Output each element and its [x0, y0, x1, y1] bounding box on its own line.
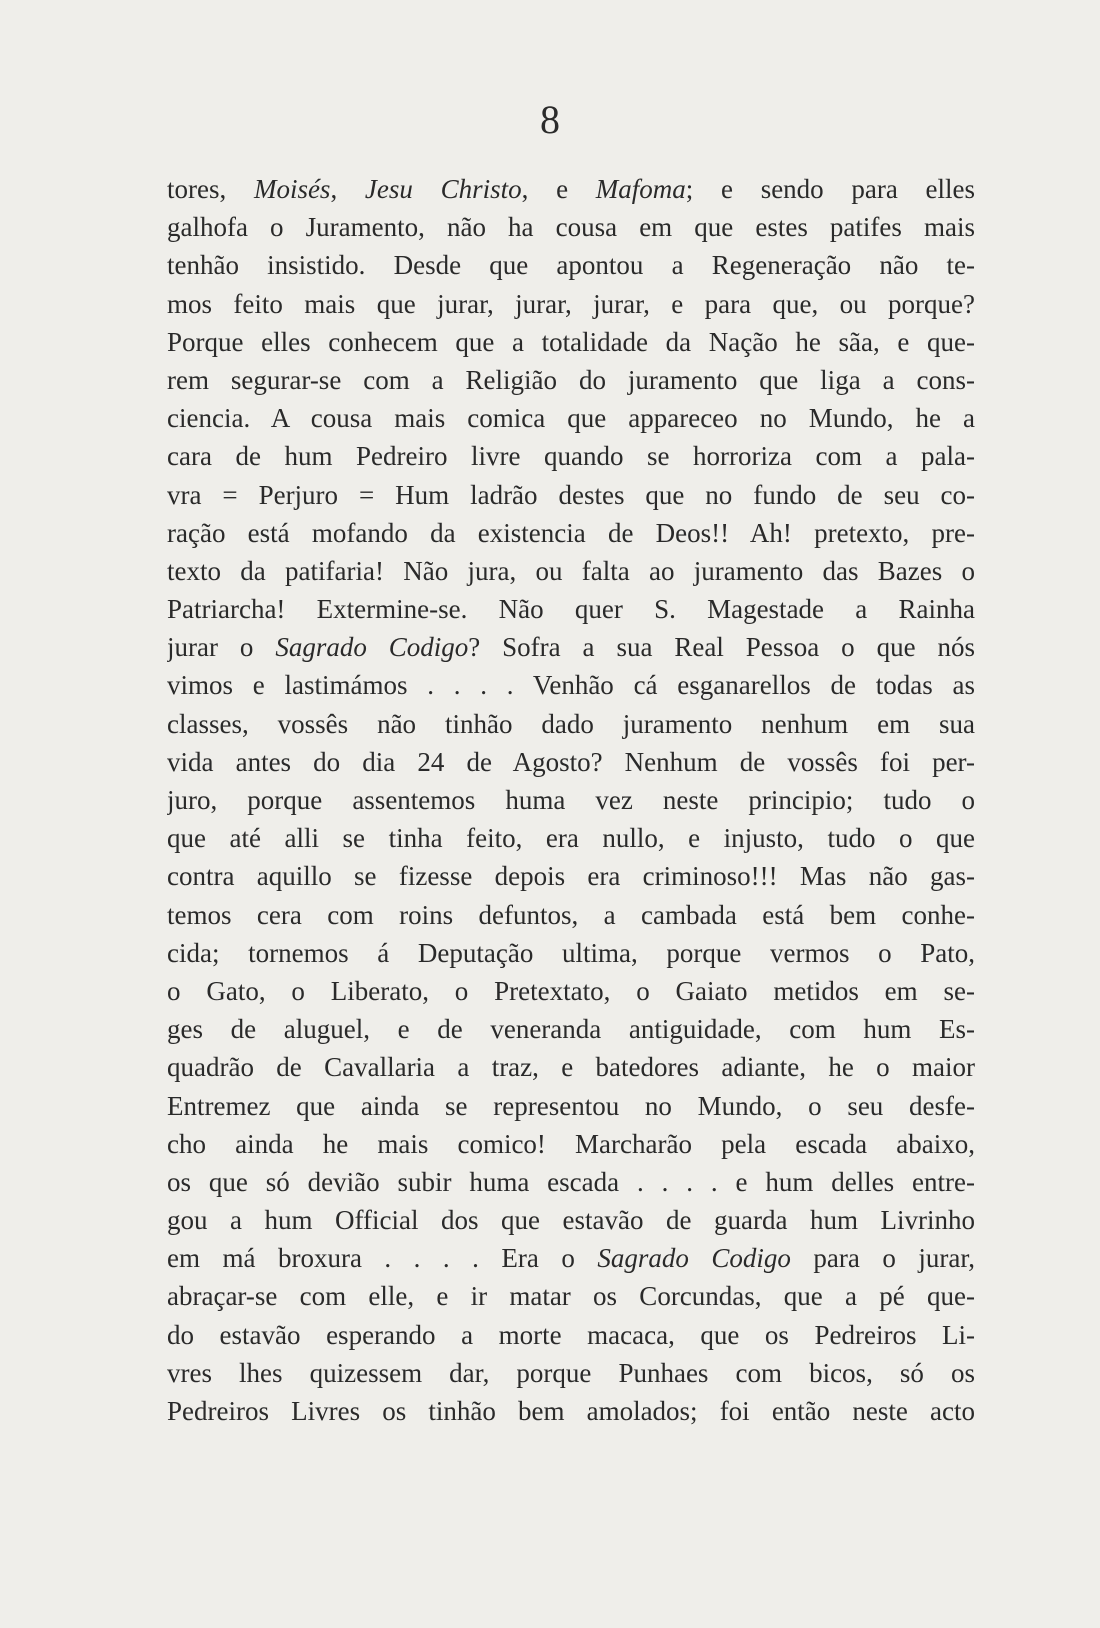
- text-segment: juro, porque assentemos huma vez neste principio; tudo o: [167, 785, 975, 815]
- text-line: [167, 1354, 975, 1392]
- text-segment: galhofa o Juramento, não ha cousa em que estes patifes mais: [167, 212, 975, 243]
- text-line: [167, 781, 975, 819]
- text-line: [167, 514, 975, 552]
- text-line: [167, 1392, 975, 1430]
- italic-text: Sagrado Codigo: [275, 632, 469, 663]
- italic-text: Moisés: [253, 174, 331, 204]
- text-segment: o Gato, o Liberato, o Pretextato, o Gaiato metidos em se-: [167, 975, 975, 1006]
- text-segment: Pedreiros Livres os tinhão bem amolados; foi então neste acto: [167, 1396, 975, 1426]
- text-line: [167, 437, 975, 475]
- text-segment: que até alli se tinha feito, era nullo, e injusto, tudo o que: [167, 823, 975, 854]
- text-line: [167, 857, 975, 895]
- text-segment: cida; tornemos á Deputação ultima, porque vermos o Pato,: [167, 937, 975, 968]
- text-segment: quadrão de Cavallaria a traz, e batedores adiante, he o maior: [167, 1052, 975, 1083]
- text-line: [167, 972, 975, 1010]
- text-segment: ? Sofra a sua Real Pessoa o que nós: [468, 632, 975, 663]
- text-segment: Entremez que ainda se representou no Mundo, o seu desfe-: [167, 1090, 975, 1121]
- text-line: [167, 743, 975, 781]
- text-segment: vida antes do dia 24 de Agosto? Nenhum de vossês foi per-: [167, 746, 975, 777]
- text-segment: para o jurar,: [790, 1243, 975, 1274]
- text-segment: ; e sendo para elles: [685, 174, 975, 204]
- italic-text: Jesu Christo: [364, 174, 522, 204]
- italic-text: Mafoma: [595, 174, 686, 204]
- text-segment: vres lhes quizessem dar, porque Punhaes com bicos, só os: [167, 1357, 975, 1388]
- text-line: [167, 1277, 975, 1315]
- text-segment: ,: [330, 174, 365, 204]
- text-segment: abraçar-se com elle, e ir matar os Corcundas, que a pé que-: [167, 1281, 975, 1312]
- text-segment: ração está mofando da existencia de Deos!! Ah! pretexto, pre-: [167, 517, 975, 548]
- text-segment: jurar o: [167, 632, 276, 663]
- text-line: [167, 208, 975, 246]
- text-line: [167, 170, 975, 208]
- text-line: [167, 819, 975, 857]
- text-line: [167, 628, 975, 666]
- text-segment: ges de aluguel, e de veneranda antiguidade, com hum Es-: [167, 1014, 975, 1045]
- text-line: [167, 246, 975, 284]
- text-segment: os que só devião subir huma escada . . . . e hum delles entre-: [167, 1166, 975, 1197]
- text-segment: Porque elles conhecem que a totalidade da Nação he sãa, e que-: [167, 326, 975, 357]
- text-line: [167, 1239, 975, 1277]
- text-line: [167, 1087, 975, 1125]
- text-segment: mos feito mais que jurar, jurar, jurar, e para que, ou porque?: [167, 288, 975, 319]
- text-segment: contra aquillo se fizesse depois era criminoso!!! Mas não gas-: [167, 861, 975, 892]
- text-line: [167, 476, 975, 514]
- text-segment: gou a hum Official dos que estavão de guarda hum Livrinho: [167, 1205, 975, 1236]
- text-line: [167, 323, 975, 361]
- text-segment: rem segurar-se com a Religião do juramento que liga a cons-: [167, 364, 975, 395]
- text-segment: ciencia. A cousa mais comica que appareceo no Mundo, he a: [167, 403, 975, 434]
- text-line: [167, 399, 975, 437]
- text-segment: em má broxura . . . . Era o: [167, 1243, 598, 1274]
- text-segment: tenhão insistido. Desde que apontou a Regeneração não te-: [167, 250, 975, 281]
- text-line: [167, 1010, 975, 1048]
- text-line: [167, 1048, 975, 1086]
- body-text: [167, 170, 975, 1430]
- text-segment: , e: [521, 174, 596, 204]
- text-line: [167, 285, 975, 323]
- text-segment: vra = Perjuro = Hum ladrão destes que no fundo de seu co-: [167, 479, 975, 510]
- text-line: [167, 361, 975, 399]
- text-line: [167, 1201, 975, 1239]
- text-segment: texto da patifaria! Não jura, ou falta ao juramento das Bazes o: [167, 555, 975, 586]
- text-segment: cho ainda he mais comico! Marcharão pela escada abaixo,: [167, 1128, 975, 1159]
- text-line: [167, 666, 975, 704]
- text-segment: vimos e lastimámos . . . . Venhão cá esganarellos de todas as: [167, 670, 975, 701]
- text-segment: temos cera com roins defuntos, a cambada está bem conhe-: [167, 899, 975, 930]
- text-segment: cara de hum Pedreiro livre quando se horroriza com a pala-: [167, 441, 975, 472]
- page-number: 8: [540, 97, 560, 142]
- text-line: [167, 1316, 975, 1354]
- text-line: [167, 896, 975, 934]
- text-line: [167, 552, 975, 590]
- text-line: [167, 705, 975, 743]
- text-segment: tores,: [167, 174, 254, 204]
- text-line: [167, 1125, 975, 1163]
- text-line: [167, 934, 975, 972]
- text-segment: do estavão esperando a morte macaca, que os Pedreiros Li-: [167, 1319, 975, 1350]
- text-segment: classes, vossês não tinhão dado juramento nenhum em sua: [167, 708, 975, 739]
- text-segment: Patriarcha! Extermine-se. Não quer S. Magestade a Rainha: [167, 594, 975, 625]
- text-line: [167, 590, 975, 628]
- text-line: [167, 1163, 975, 1201]
- italic-text: Sagrado Codigo: [597, 1243, 791, 1274]
